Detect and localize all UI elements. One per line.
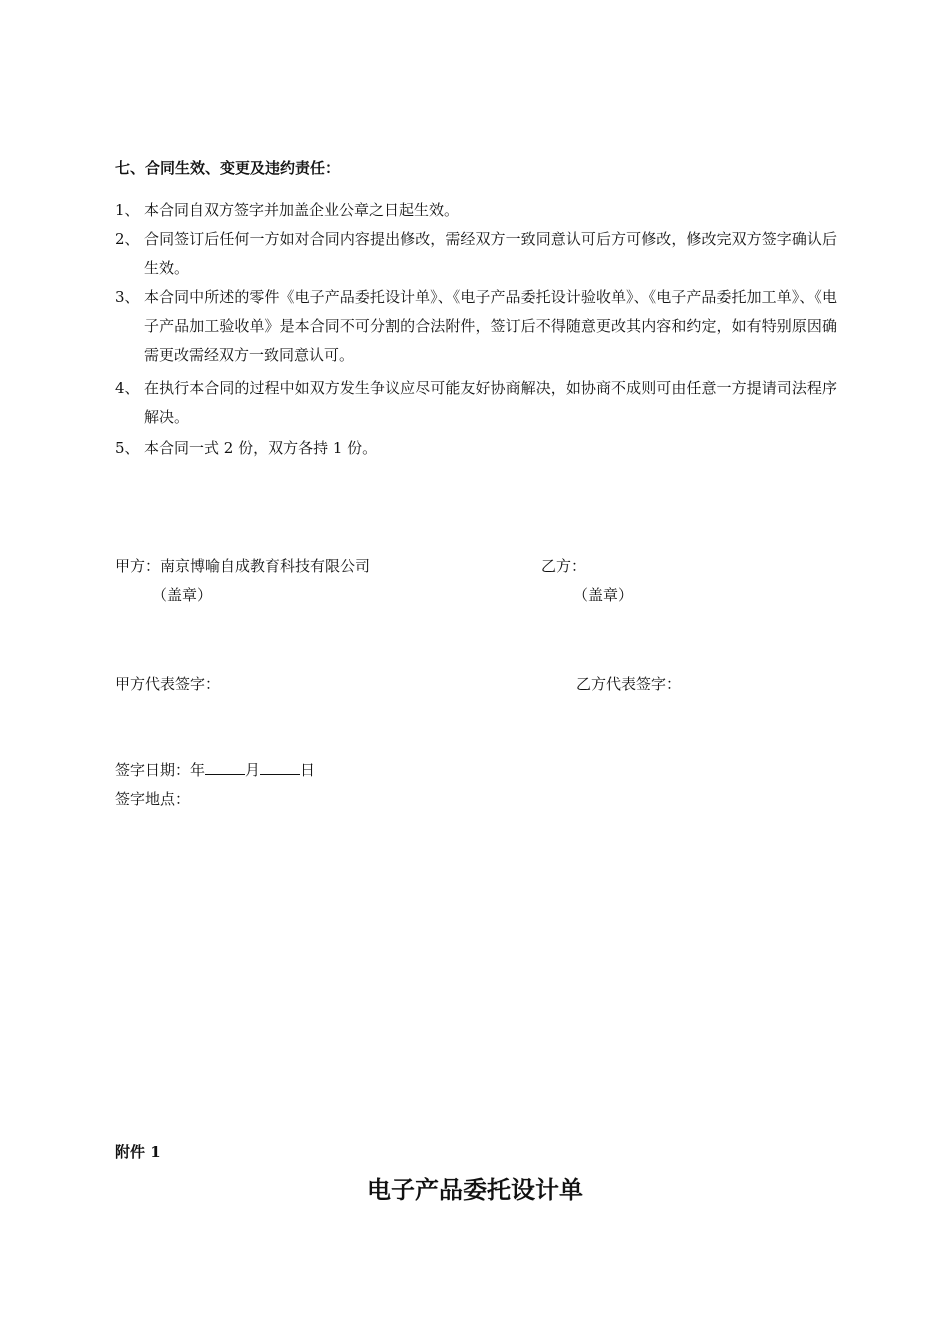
attachment-title: 电子产品委托设计单 [367,1175,583,1204]
party-a-representative: 甲方代表签字： [115,675,221,693]
party-b-seal: （盖章） [573,586,634,604]
party-b-representative: 乙方代表签字： [576,675,682,693]
party-a-seal: （盖章） [152,586,213,604]
day-label: 日 [300,761,316,779]
clause-number: 1、 [115,201,140,219]
party-a-name: 甲方：南京博喻自成教育科技有限公司 [115,557,371,575]
attachment-label: 附件 1 [115,1143,161,1161]
clause-number: 3、 [115,288,140,306]
day-blank [260,759,300,775]
clause-number: 4、 [115,379,140,397]
clause-text: 合同签订后任何一方如对合同内容提出修改，需经双方一致同意认可后方可修改，修改完双方签字确认后生效。 [144,230,837,277]
clause-text: 本合同自双方签字并加盖企业公章之日起生效。 [144,201,460,219]
sign-place: 签字地点： [115,790,191,808]
clause-item [115,283,837,370]
section-title: 七、合同生效、变更及违约责任： [115,159,341,177]
clause-item [115,434,837,463]
sign-date [115,759,315,780]
clause-item [115,196,837,225]
clause-number: 2、 [115,230,140,248]
party-b-name: 乙方： [541,557,587,575]
clause-text: 本合同中所述的零件《电子产品委托设计单》、《电子产品委托设计验收单》、《电子产品委托加工单》、《电子产品加工验收单》是本合同不可分割的合法附件，签订后不得随意更改其内容和约定，如有特别原因确需更改需经双方一致同意认可。 [144,288,837,364]
clause-item [115,374,837,432]
clause-text: 在执行本合同的过程中如双方发生争议应尽可能友好协商解决，如协商不成则可由任意一方提请司法程序解决。 [144,379,837,426]
month-blank [205,759,245,775]
month-label: 月 [245,761,261,779]
sign-date-label: 签字日期：年 [115,761,206,779]
clause-number: 5、 [115,439,140,457]
clause-item [115,225,837,283]
clause-text: 本合同一式 2 份，双方各持 1 份。 [144,439,378,457]
